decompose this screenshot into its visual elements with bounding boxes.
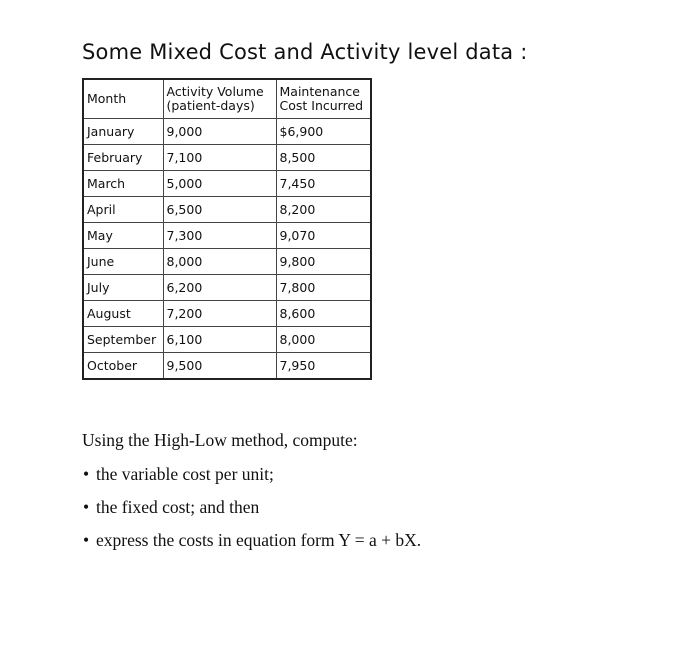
list-item (82, 464, 421, 485)
header-activity-volume: Activity Volume (patient-days) (163, 79, 276, 119)
bullet-icon: • (83, 530, 90, 550)
bullet-icon: • (83, 464, 90, 484)
cost-cell: 7,950 (276, 353, 371, 380)
task-text: express the costs in equation form Y = a + bX. (96, 530, 422, 550)
month-cell: May (83, 223, 163, 249)
table-row (83, 301, 371, 327)
table-row (83, 353, 371, 380)
month-cell: April (83, 197, 163, 223)
month-cell: January (83, 119, 163, 145)
cost-cell: 8,000 (276, 327, 371, 353)
table-row (83, 197, 371, 223)
cost-cell: 8,600 (276, 301, 371, 327)
activity-cell: 7,100 (163, 145, 276, 171)
month-cell: February (83, 145, 163, 171)
cost-cell: 8,500 (276, 145, 371, 171)
task-text: the variable cost per unit; (96, 464, 274, 484)
table-row (83, 119, 371, 145)
table-row (83, 327, 371, 353)
activity-cell: 9,000 (163, 119, 276, 145)
month-cell: September (83, 327, 163, 353)
cost-cell: $6,900 (276, 119, 371, 145)
activity-cell: 6,200 (163, 275, 276, 301)
month-cell: July (83, 275, 163, 301)
header-maintenance-cost: Maintenance Cost Incurred (276, 79, 371, 119)
table-row (83, 171, 371, 197)
cost-activity-table (82, 78, 372, 380)
list-item (82, 497, 421, 518)
activity-cell: 7,300 (163, 223, 276, 249)
activity-cell: 6,500 (163, 197, 276, 223)
month-cell: August (83, 301, 163, 327)
table-row (83, 145, 371, 171)
question-block (82, 430, 421, 563)
activity-cell: 7,200 (163, 301, 276, 327)
activity-cell: 5,000 (163, 171, 276, 197)
month-cell: June (83, 249, 163, 275)
table-row (83, 249, 371, 275)
month-cell: March (83, 171, 163, 197)
cost-cell: 9,070 (276, 223, 371, 249)
activity-cell: 8,000 (163, 249, 276, 275)
cost-cell: 7,450 (276, 171, 371, 197)
table-header-row (83, 79, 371, 119)
cost-cell: 8,200 (276, 197, 371, 223)
list-item (82, 530, 421, 551)
cost-cell: 9,800 (276, 249, 371, 275)
table-row (83, 223, 371, 249)
activity-cell: 9,500 (163, 353, 276, 380)
task-list (82, 464, 421, 551)
table-row (83, 275, 371, 301)
month-cell: October (83, 353, 163, 380)
question-intro: Using the High-Low method, compute: (82, 430, 358, 450)
header-month: Month (83, 79, 163, 119)
task-text: the fixed cost; and then (96, 497, 260, 517)
bullet-icon: • (83, 497, 90, 517)
cost-cell: 7,800 (276, 275, 371, 301)
page-title: Some Mixed Cost and Activity level data : (82, 40, 528, 64)
activity-cell: 6,100 (163, 327, 276, 353)
